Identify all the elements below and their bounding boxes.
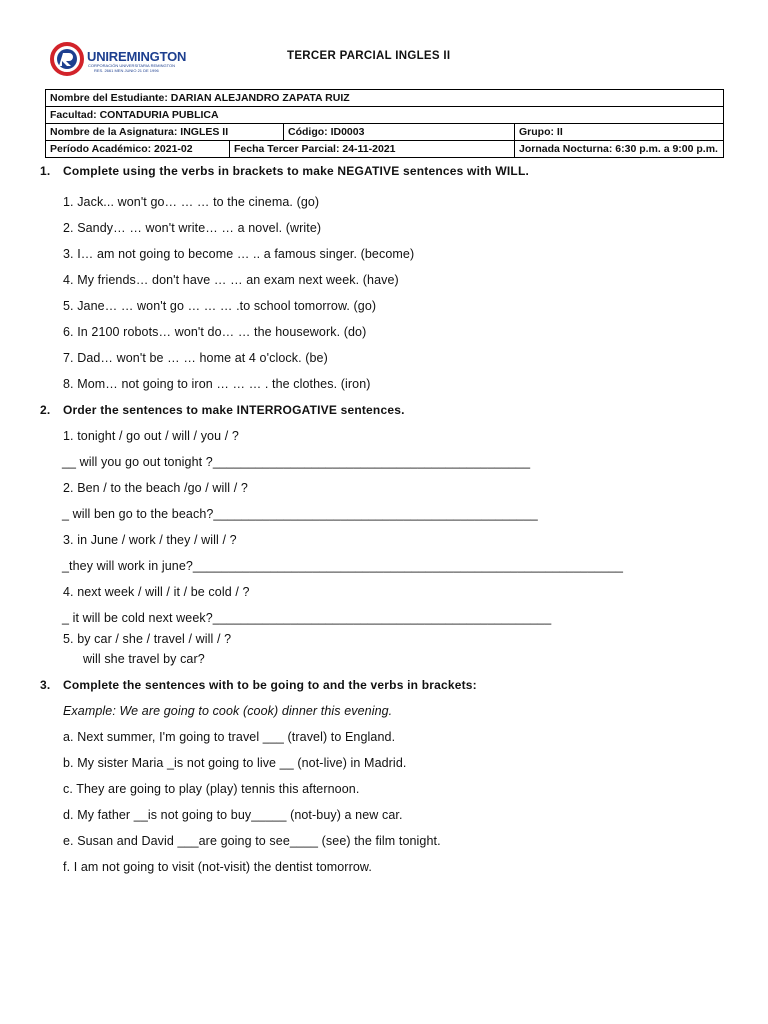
student-info-table xyxy=(45,89,724,158)
section-number: 2. xyxy=(40,403,51,417)
list-item: c. They are going to play (play) tennis this afternoon. xyxy=(63,782,360,796)
student-name-cell: Nombre del Estudiante: DARIAN ALEJANDRO ZAPATA RUIZ xyxy=(46,90,724,107)
list-item: 3. in June / work / they / will / ? xyxy=(63,533,237,547)
list-item: 7. Dad… won't be … … home at 4 o'clock. (be) xyxy=(63,351,328,365)
schedule-cell: Jornada Nocturna: 6:30 p.m. a 9:00 p.m. xyxy=(515,141,724,158)
list-item: 4. My friends… don't have … … an exam next week. (have) xyxy=(63,273,399,287)
list-item: 8. Mom… not going to iron … … … . the clothes. (iron) xyxy=(63,377,371,391)
list-item: e. Susan and David ___are going to see____ (see) the film tonight. xyxy=(63,834,441,848)
list-item: 6. In 2100 robots… won't do… … the housework. (do) xyxy=(63,325,367,339)
section-instruction: Order the sentences to make INTERROGATIVE sentences. xyxy=(63,403,405,417)
period-cell: Período Académico: 2021-02 xyxy=(46,141,230,158)
list-item: 5. by car / she / travel / will / ? xyxy=(63,632,232,646)
table-row xyxy=(46,107,724,124)
section-number: 1. xyxy=(40,164,51,178)
section-3-heading xyxy=(40,678,477,692)
list-item: 4. next week / will / it / be cold / ? xyxy=(63,585,250,599)
subject-cell: Nombre de la Asignatura: INGLES II xyxy=(46,124,284,141)
answer-line: _ it will be cold next week?________________________________________________ xyxy=(62,611,552,625)
list-item: 3. I… am not going to become … .. a famous singer. (become) xyxy=(63,247,415,261)
section-1-heading xyxy=(40,164,529,178)
exam-date-cell: Fecha Tercer Parcial: 24-11-2021 xyxy=(230,141,515,158)
faculty-cell: Facultad: CONTADURIA PUBLICA xyxy=(46,107,724,124)
list-item: f. I am not going to visit (not-visit) the dentist tomorrow. xyxy=(63,860,372,874)
table-row xyxy=(46,124,724,141)
example-sentence: Example: We are going to cook (cook) dinner this evening. xyxy=(63,704,393,718)
list-item: 1. tonight / go out / will / you / ? xyxy=(63,429,239,443)
section-2-heading xyxy=(40,403,405,417)
answer-line: __ will you go out tonight ?_____________________________________________ xyxy=(62,455,531,469)
logo-tagline: CORPORACIÓN UNIVERSITARIA REMINGTON xyxy=(88,63,175,68)
table-row xyxy=(46,141,724,158)
table-row xyxy=(46,90,724,107)
list-item: b. My sister Maria _is not going to live __ (not-live) in Madrid. xyxy=(63,756,407,770)
list-item: d. My father __is not going to buy_____ (not-buy) a new car. xyxy=(63,808,403,822)
answer-line: _ will ben go to the beach?______________________________________________ xyxy=(62,507,538,521)
logo-name: UNIREMINGTON xyxy=(87,49,187,64)
section-instruction: Complete using the verbs in brackets to make NEGATIVE sentences with WILL. xyxy=(63,164,530,178)
section-instruction: Complete the sentences with to be going to and the verbs in brackets: xyxy=(63,678,477,692)
answer-line: will she travel by car? xyxy=(83,652,205,666)
document-title: TERCER PARCIAL INGLES II xyxy=(287,50,451,62)
code-cell: Código: ID0003 xyxy=(284,124,515,141)
logo-resolution: RES. 2661 MEN JUNIO 21 DE 1996 xyxy=(94,68,159,73)
list-item: 5. Jane… … won't go … … … .to school tomorrow. (go) xyxy=(63,299,377,313)
list-item: 2. Sandy… … won't write… … a novel. (write) xyxy=(63,221,322,235)
group-cell: Grupo: II xyxy=(515,124,724,141)
list-item: 2. Ben / to the beach /go / will / ? xyxy=(63,481,248,495)
list-item: 1. Jack... won't go… … … to the cinema. (go) xyxy=(63,195,320,209)
logo-emblem-icon xyxy=(50,42,84,76)
list-item: a. Next summer, I'm going to travel ___ (travel) to England. xyxy=(63,730,396,744)
section-number: 3. xyxy=(40,678,51,692)
answer-line: _they will work in june?_____________________________________________________________ xyxy=(62,559,624,573)
university-logo xyxy=(50,42,200,76)
